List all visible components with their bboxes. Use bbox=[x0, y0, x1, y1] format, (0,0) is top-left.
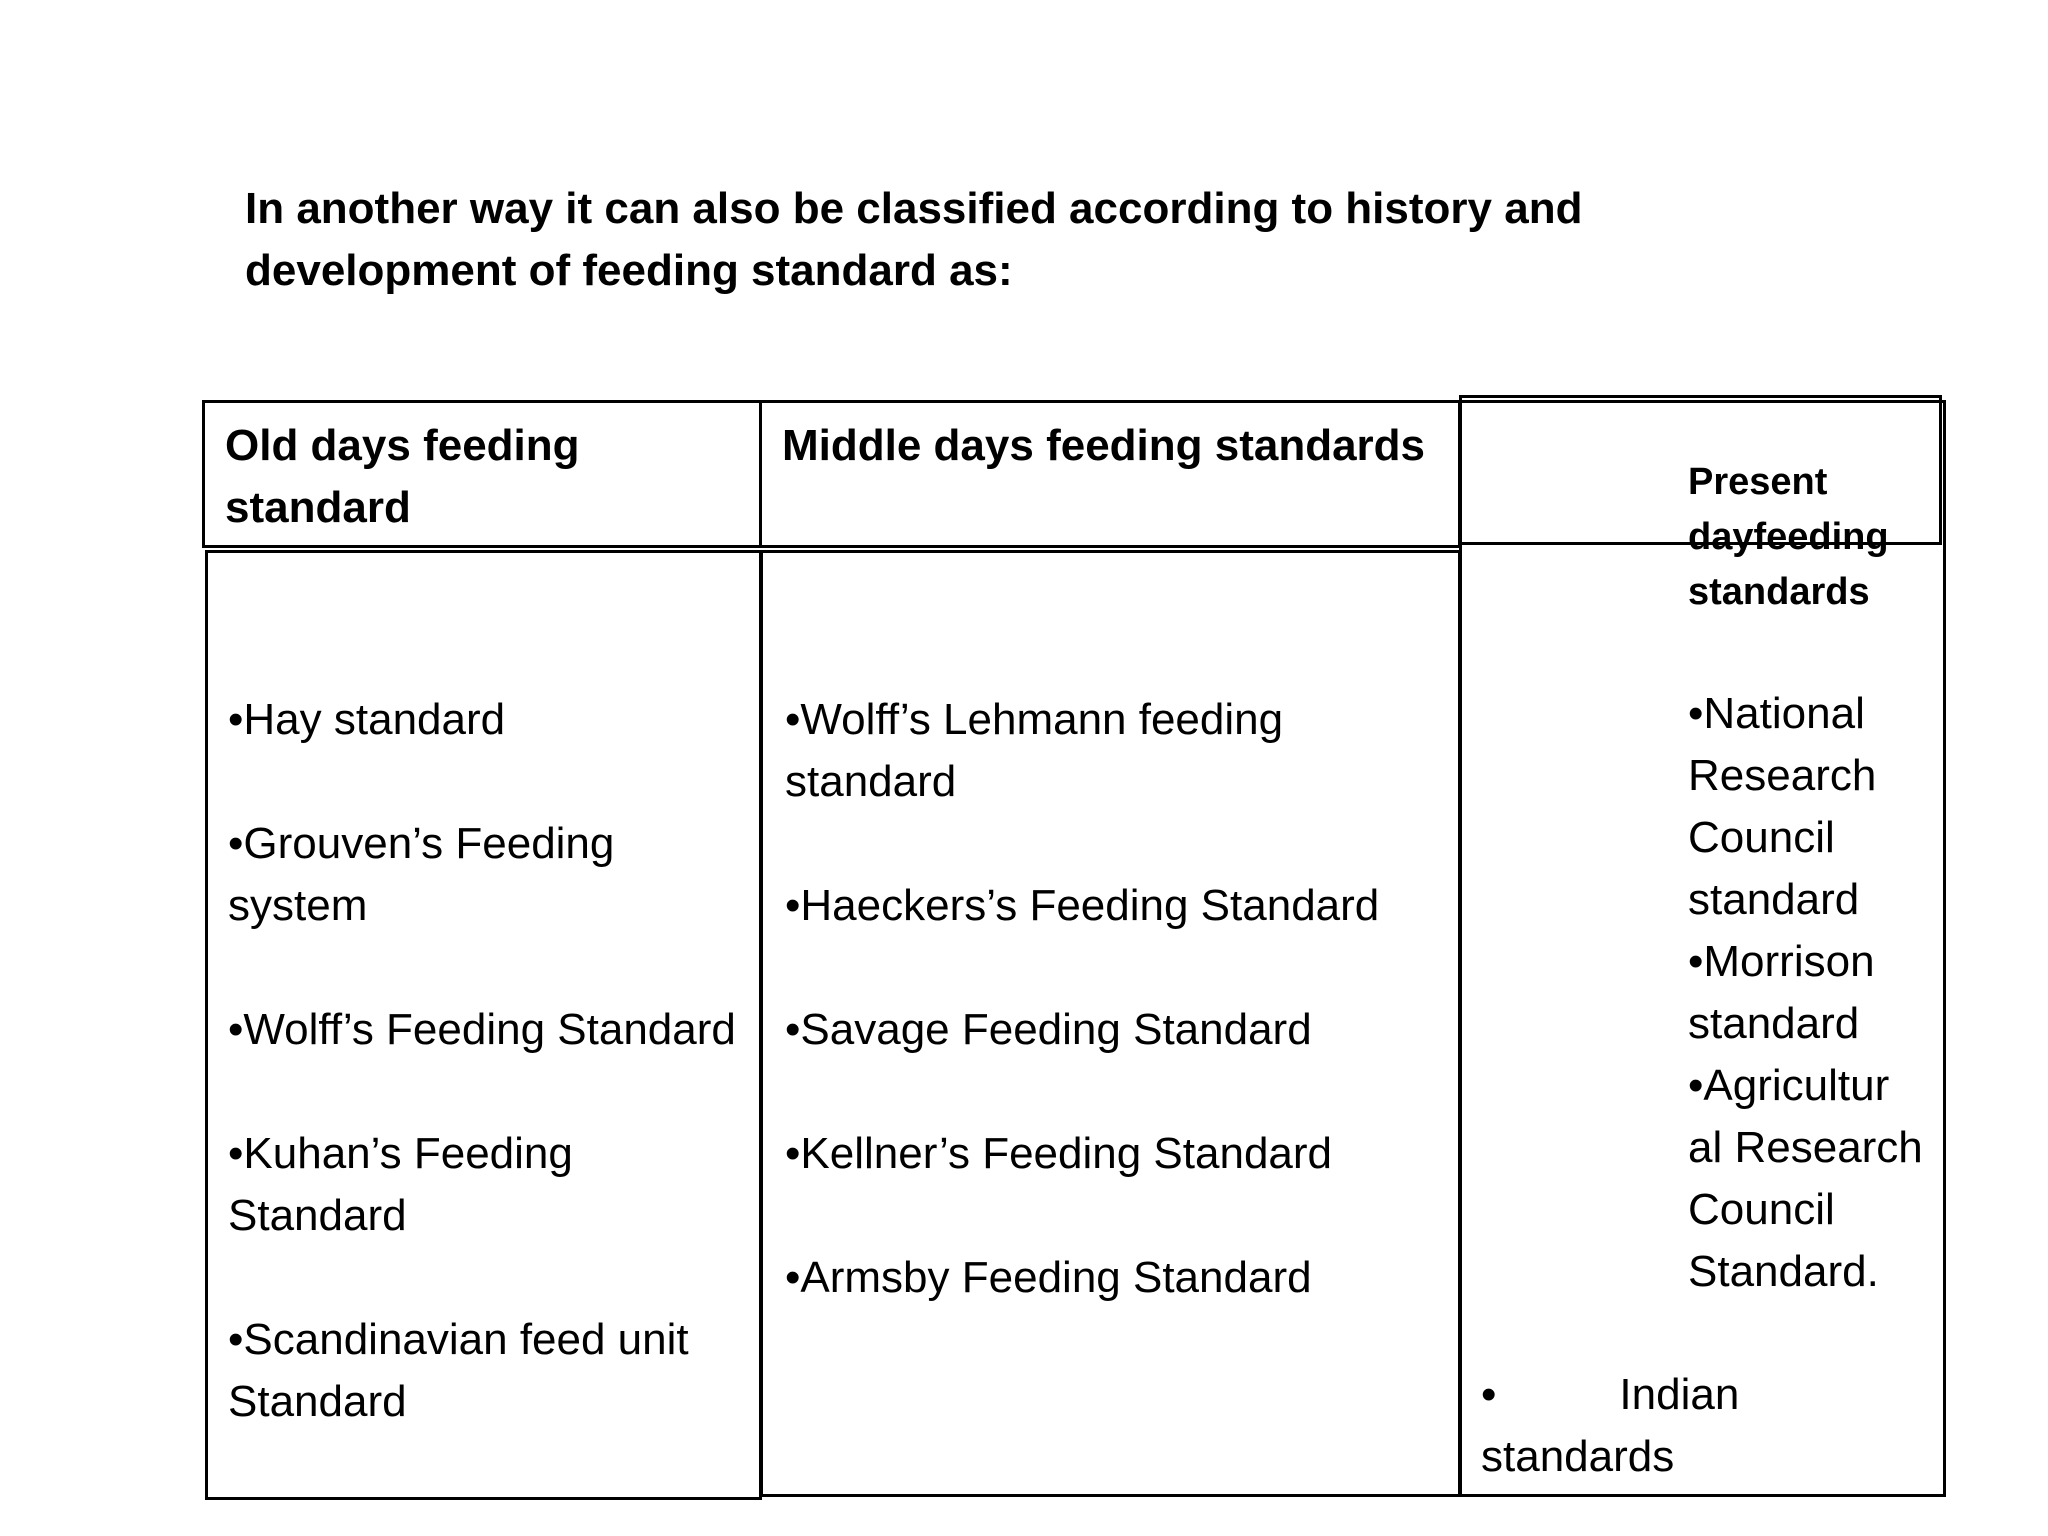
list-item: •Wolff’s Lehmann feeding standard bbox=[785, 695, 1284, 806]
list-item: •Hay standard bbox=[228, 695, 506, 744]
list-item-text-line2: standards bbox=[1481, 1432, 1675, 1481]
list-item: •Grouven’s Feeding system bbox=[228, 819, 615, 930]
body-cell-middle-days bbox=[760, 550, 1461, 1497]
header-cell-middle-days bbox=[759, 400, 1461, 548]
header-middle-days-label: Middle days feeding standards bbox=[782, 421, 1426, 470]
list-item: •National Research Council standard bbox=[1688, 689, 1877, 924]
list-item: •Morrison standard bbox=[1688, 937, 1875, 1048]
header-old-days-label: Old days feeding standard bbox=[225, 421, 580, 532]
header-cell-old-days bbox=[202, 400, 762, 548]
list-item: •Savage Feeding Standard bbox=[785, 1005, 1312, 1054]
page-title: In another way it can also be classified according to history and development of feeding standard as: bbox=[245, 184, 1583, 295]
header-present-days-label: Present dayfeeding standards bbox=[1688, 461, 1889, 613]
list-item-text: Indian bbox=[1619, 1370, 1740, 1419]
list-item: •Armsby Feeding Standard bbox=[785, 1253, 1312, 1302]
list-bullet: • bbox=[1481, 1370, 1497, 1419]
middle-days-list bbox=[785, 689, 1445, 1309]
list-item: •Scandinavian feed unit Standard bbox=[228, 1315, 689, 1426]
list-item: •Kellner’s Feeding Standard bbox=[785, 1129, 1333, 1178]
list-item: •Kuhan’s Feeding Standard bbox=[228, 1129, 573, 1240]
present-days-list bbox=[1688, 683, 1928, 1303]
list-item: •Wolff’s Feeding Standard bbox=[228, 1005, 736, 1054]
list-item: •Agricultur al Research Council Standard. bbox=[1688, 1061, 1923, 1296]
body-cell-old-days bbox=[205, 550, 762, 1500]
old-days-list bbox=[228, 689, 748, 1433]
present-days-last-item bbox=[1481, 1364, 1921, 1488]
list-item: •Haeckers’s Feeding Standard bbox=[785, 881, 1380, 930]
